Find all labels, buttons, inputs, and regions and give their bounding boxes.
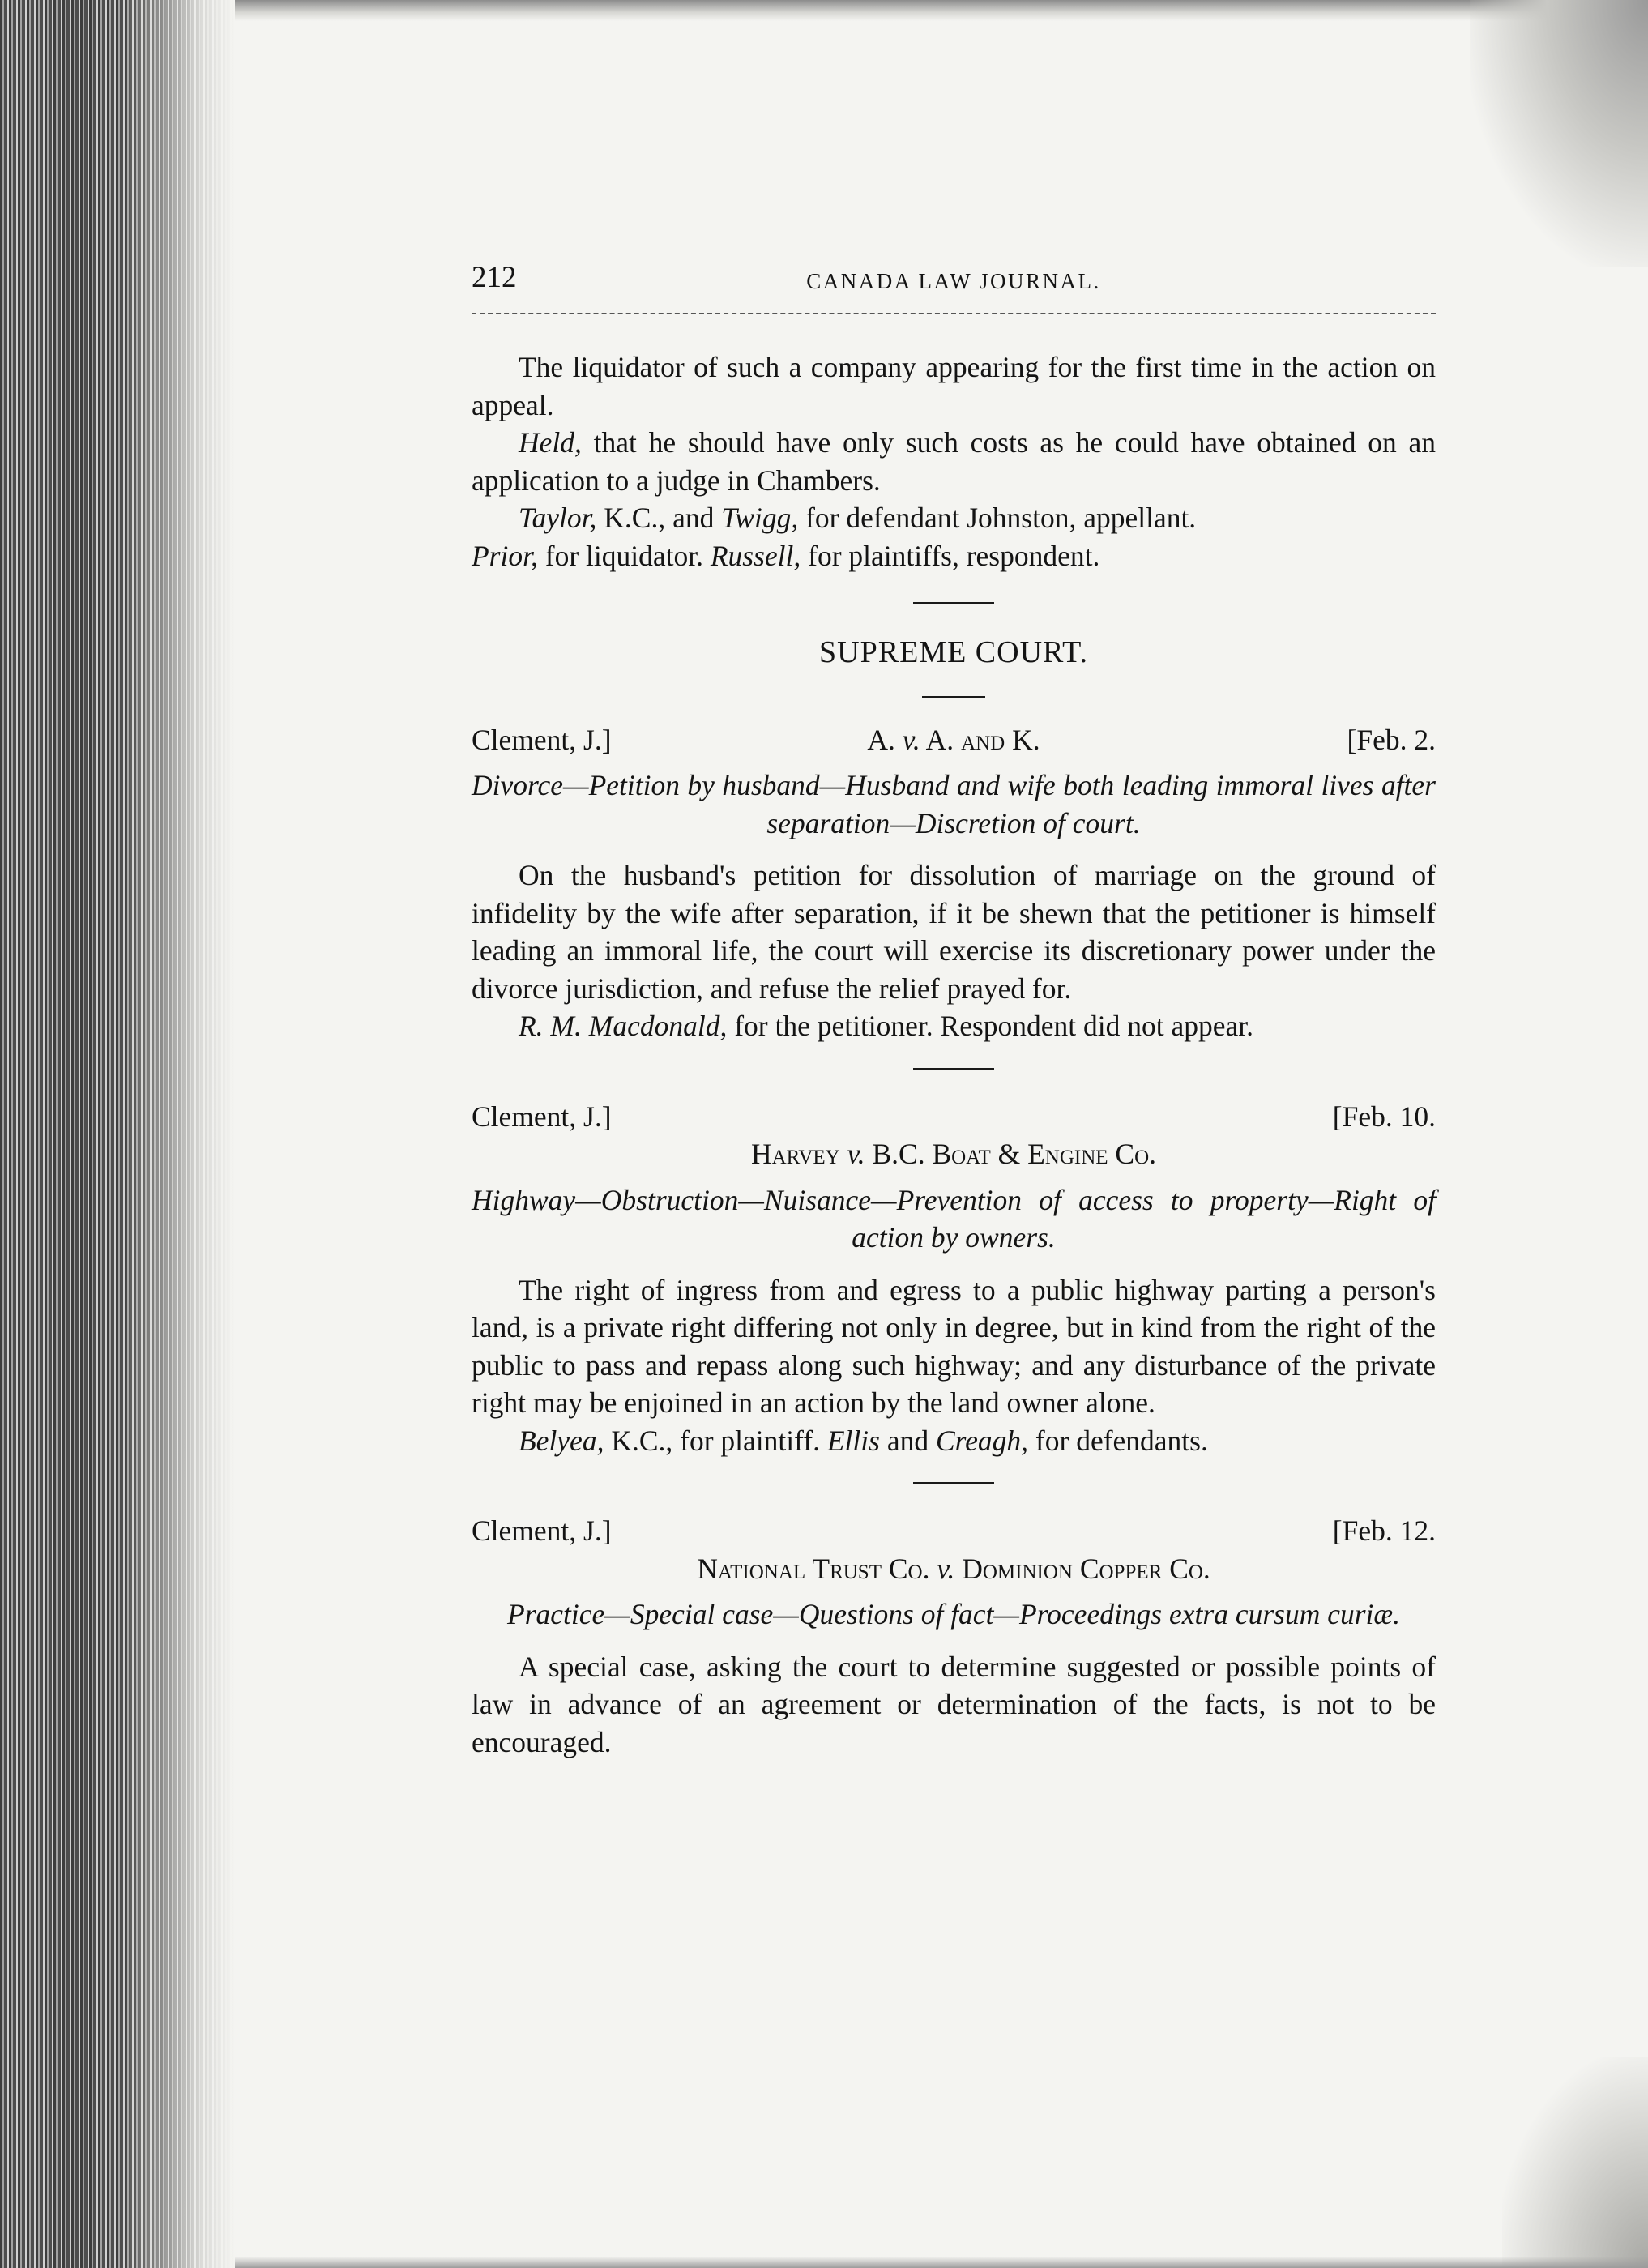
counsel-name: Twigg,	[721, 502, 799, 534]
held-text: that he should have only such costs as he could have obtained on an application to a judge in Chambers.	[472, 426, 1436, 497]
case-header	[472, 721, 1436, 759]
judge-name: Clement, J.]	[472, 723, 612, 756]
scan-corner-shadow	[1502, 2057, 1648, 2268]
counsel-text: K.C., and	[596, 502, 722, 534]
versus: v.	[937, 1552, 955, 1585]
scan-left-edge	[0, 0, 235, 2268]
case-holding: The right of ingress from and egress to a public highway parting a person's land, is a private right differing not only in degree, but in kind from the right of the public to pass and repass along such highway; and any disturbance of the private right may be enjoined in an action by the land owner alone.	[472, 1273, 1436, 1419]
case-headnote: Practice—Special case—Questions of fact—Proceedings extra cursum curiæ.	[507, 1598, 1400, 1630]
case-party: A.	[920, 723, 962, 756]
case-title	[472, 721, 1436, 759]
case-title	[472, 1550, 1436, 1588]
counsel-text: for plaintiffs, respondent.	[801, 539, 1100, 572]
counsel-paragraph	[472, 1007, 1436, 1045]
section-divider	[913, 1482, 994, 1484]
case-party: National Trust Co.	[697, 1552, 937, 1585]
section-divider	[913, 1068, 994, 1070]
case-header	[472, 1098, 1436, 1136]
intro-paragraph: The liquidator of such a company appearing for the first time in the action on appeal.	[472, 351, 1436, 421]
court-heading: SUPREME COURT.	[819, 635, 1088, 669]
running-head	[472, 259, 1436, 298]
counsel-name: Belyea,	[519, 1424, 604, 1457]
counsel-text: for defendant Johnston, appellant.	[798, 502, 1197, 534]
journal-title: CANADA LAW JOURNAL.	[806, 269, 1101, 293]
case-party: A.	[867, 723, 903, 756]
case-date: [Feb. 2.	[1347, 723, 1436, 756]
counsel-name: Creagh,	[935, 1424, 1029, 1457]
counsel-paragraph	[472, 537, 1436, 575]
versus: v.	[847, 1138, 865, 1170]
case-entry	[472, 1512, 1436, 1761]
case-entry	[472, 721, 1436, 1045]
case-title	[472, 1135, 1436, 1173]
counsel-text: for liquidator.	[537, 539, 711, 572]
case-party: K.	[1005, 723, 1040, 756]
counsel-paragraph	[472, 499, 1436, 537]
held-word: Held,	[519, 426, 582, 459]
counsel-name: Prior,	[472, 539, 538, 572]
scan-bottom-edge	[235, 2257, 1648, 2268]
counsel-text: for defendants.	[1028, 1424, 1208, 1457]
judge-name: Clement, J.]	[472, 1100, 612, 1133]
scan-top-edge	[235, 0, 1648, 21]
header-rule	[472, 313, 1436, 314]
counsel-text: for the petitioner. Respondent did not appear.	[727, 1010, 1254, 1042]
counsel-paragraph	[472, 1422, 1436, 1460]
journal-page	[472, 259, 1436, 1761]
case-party: B.C. Boat & Engine Co.	[865, 1138, 1157, 1170]
section-divider	[922, 696, 985, 698]
held-paragraph	[472, 424, 1436, 499]
intro-section	[472, 348, 1436, 574]
case-party: Harvey	[750, 1138, 847, 1170]
counsel-name: R. M. Macdonald,	[519, 1010, 728, 1042]
counsel-text: K.C., for plaintiff.	[604, 1424, 827, 1457]
case-header	[472, 1512, 1436, 1550]
counsel-name: Russell,	[710, 539, 801, 572]
case-headnote: Highway—Obstruction—Nuisance—Prevention of access to property—Right of action by owners.	[472, 1183, 1436, 1254]
scan-corner-shadow	[1470, 0, 1648, 267]
case-party: Dominion Copper Co.	[954, 1552, 1210, 1585]
case-date: [Feb. 10.	[1332, 1100, 1436, 1133]
counsel-name: Ellis	[826, 1424, 880, 1457]
section-divider	[913, 602, 994, 604]
counsel-text: and	[879, 1424, 936, 1457]
versus: v.	[902, 723, 920, 756]
page-number: 212	[472, 261, 517, 294]
case-headnote: Divorce—Petition by husband—Husband and wife both leading immoral lives after separation—Discretion of court.	[472, 769, 1436, 839]
case-conjunction: and	[961, 723, 1005, 756]
counsel-name: Taylor,	[519, 502, 597, 534]
case-date: [Feb. 12.	[1332, 1514, 1436, 1547]
case-holding: A special case, asking the court to determine suggested or possible points of law in advance of an agreement or determination of the facts, is not to be encouraged.	[472, 1650, 1436, 1758]
case-entry	[472, 1098, 1436, 1460]
judge-name: Clement, J.]	[472, 1514, 612, 1547]
case-holding: On the husband's petition for dissolution of marriage on the ground of infidelity by the wife after separation, if it be shewn that the petitioner is himself leading an immoral life, the court will exercise its discretionary power under the divorce jurisdiction, and refuse the relief prayed for.	[472, 859, 1436, 1005]
